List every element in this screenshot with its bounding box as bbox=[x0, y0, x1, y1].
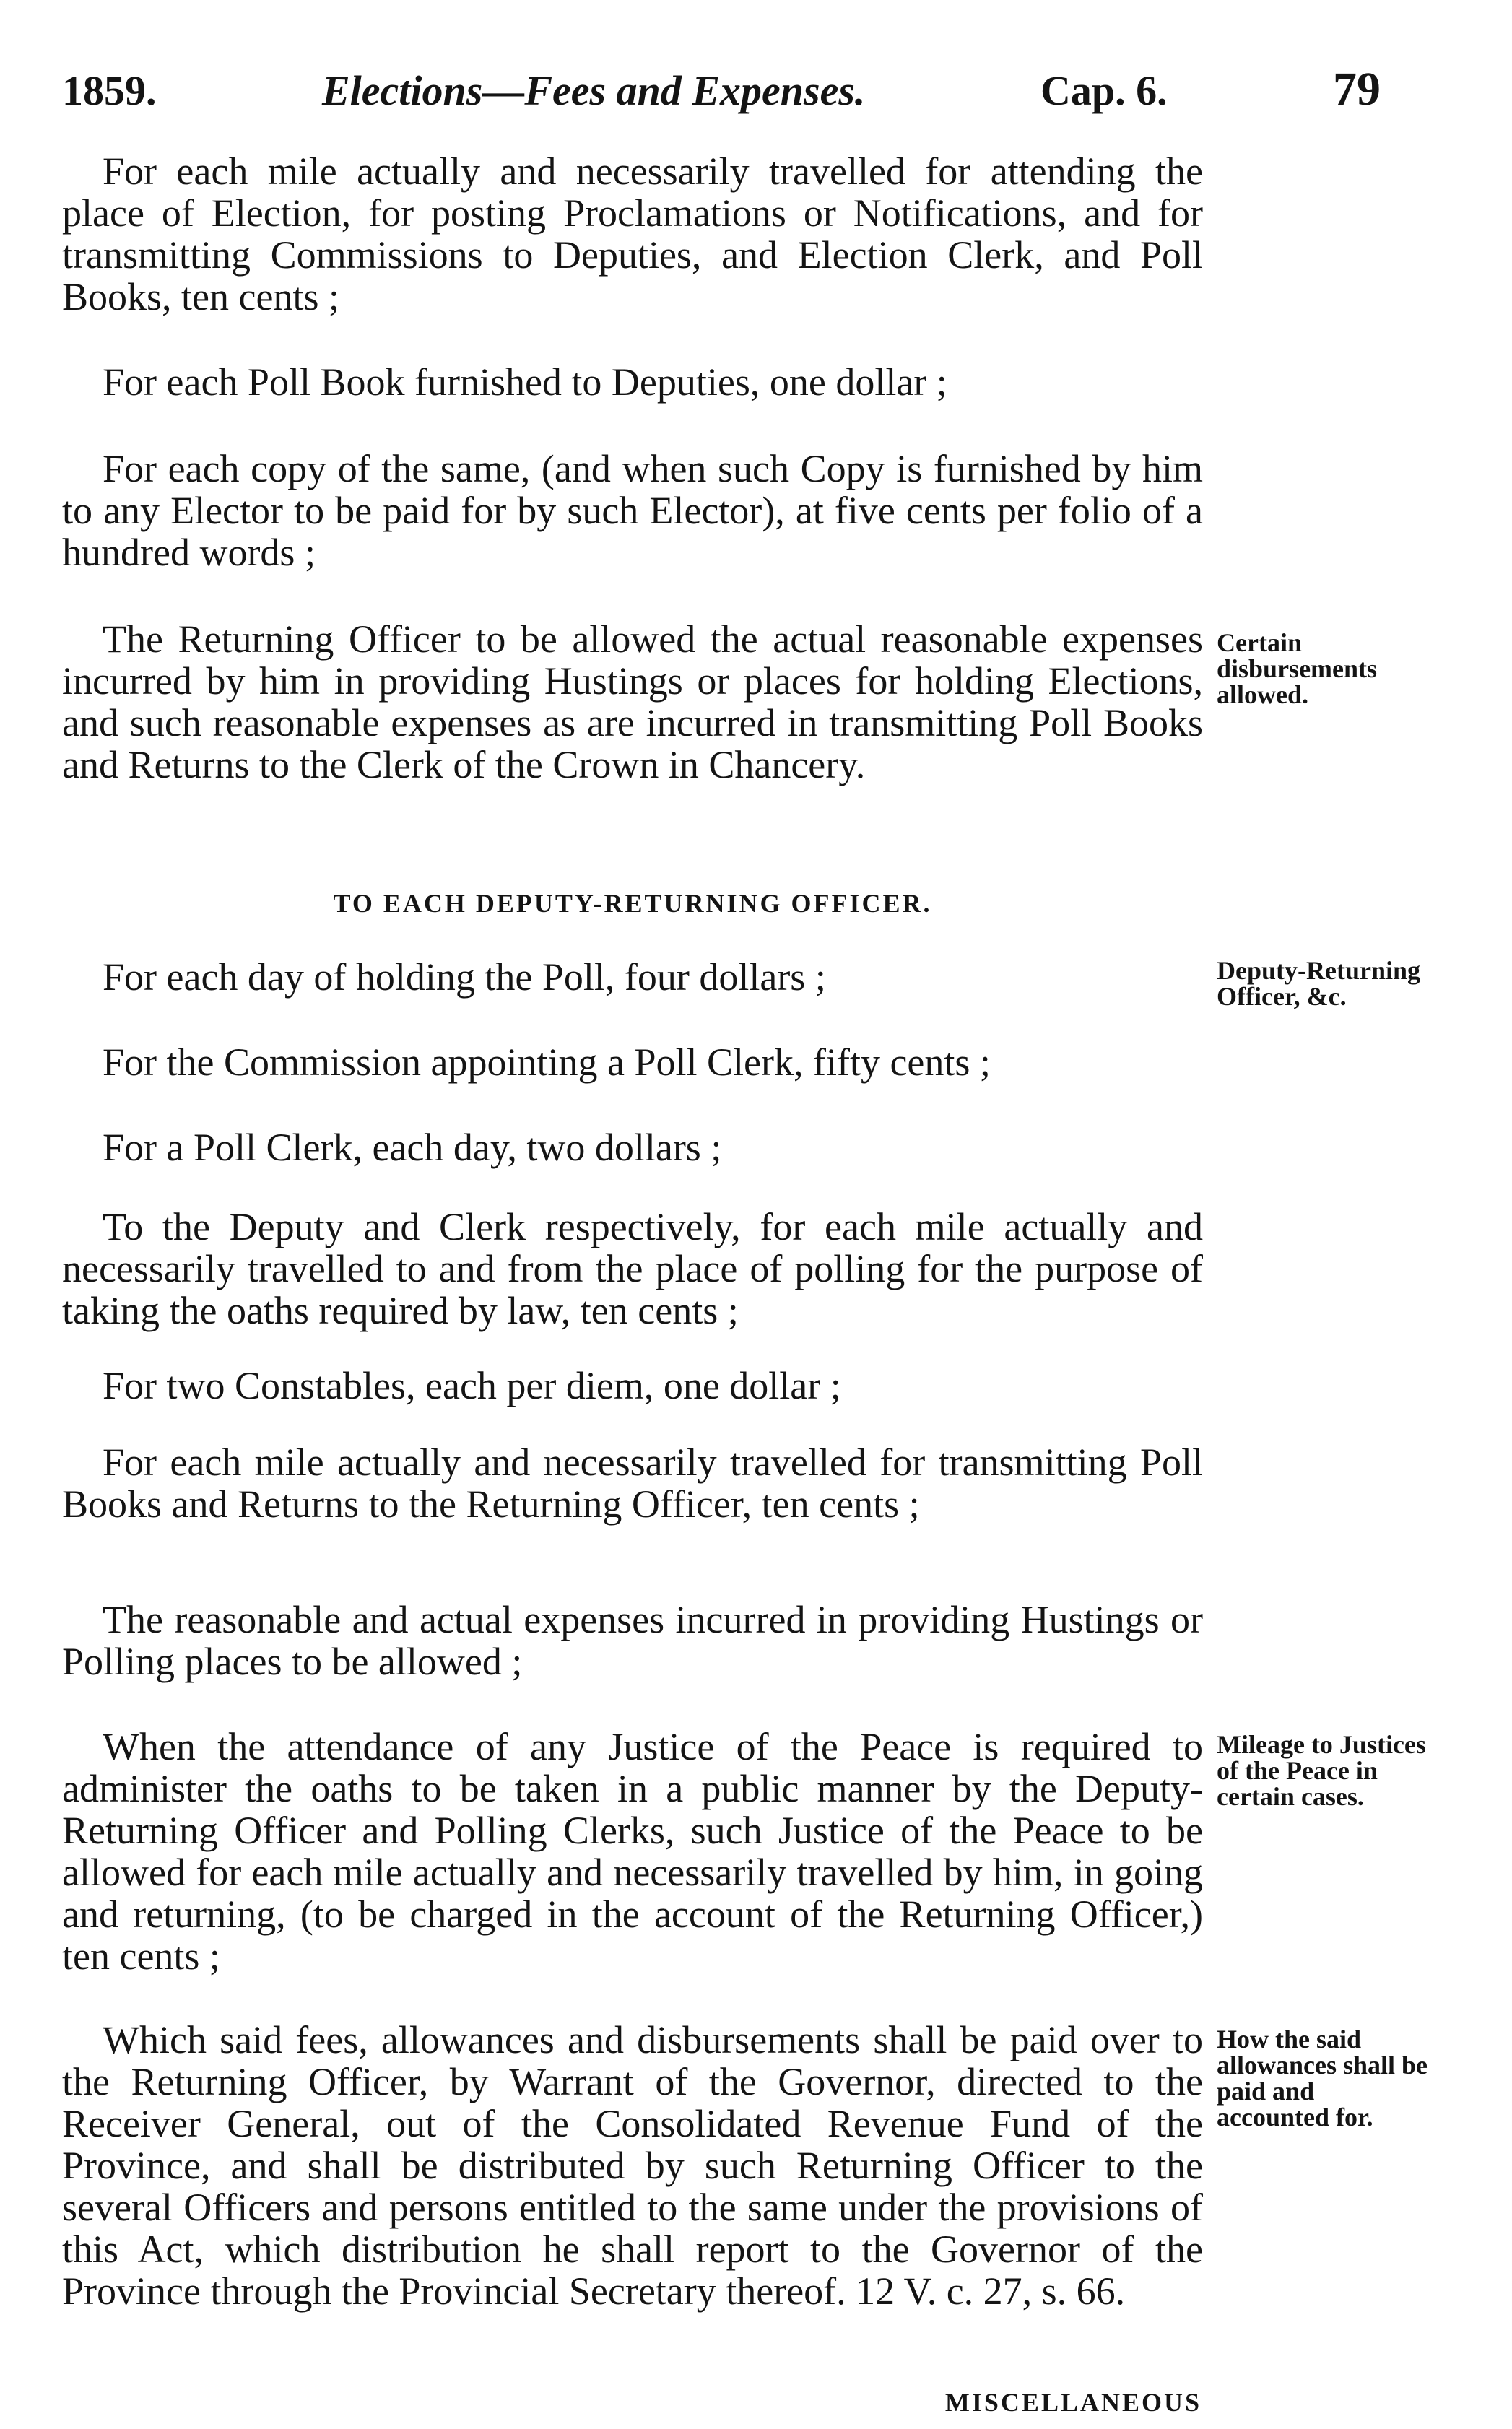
paragraph-deputy-mileage bbox=[62, 1206, 1203, 1331]
paragraph-transmitting bbox=[62, 1441, 1203, 1525]
paragraph-fees-paid bbox=[62, 2019, 1203, 2312]
paragraph-text: For a Poll Clerk, each day, two dollars ; bbox=[103, 1126, 722, 1169]
paragraph-text: For each day of holding the Poll, four dollars ; bbox=[103, 955, 826, 999]
margin-note-deputy: Deputy-Returning Officer, &c. bbox=[1217, 956, 1421, 1011]
paragraph-text: Which said fees, allowances and disbursements shall be paid over to the Returning Officer, by Warrant of the Governor, directed to the Receiver General, out of the Consolidated Revenue Fund of the Province, and shall be distributed by such Returning Officer to the several Officers and persons entitled to the same under the provisions of this Act, which distribution he shall report to the Governor of the Province through the Provincial Secretary thereof. 12 V. c. 27, s. 66. bbox=[62, 2018, 1203, 2313]
paragraph-text: For each Poll Book furnished to Deputies, one dollar ; bbox=[103, 360, 947, 404]
paragraph-text: To the Deputy and Clerk respectively, for each mile actually and necessarily travelled to and from the place of polling for the purpose of taking the oaths required by law, ten cents ; bbox=[62, 1205, 1203, 1332]
section-heading: TO EACH DEPUTY-RETURNING OFFICER. bbox=[333, 889, 932, 918]
paragraph-poll-clerk bbox=[62, 1126, 1203, 1168]
header-year: 1859. bbox=[62, 67, 157, 114]
catchword: MISCELLANEOUS bbox=[944, 2388, 1202, 2417]
paragraph-text: For two Constables, each per diem, one dollar ; bbox=[103, 1364, 841, 1407]
paragraph-text: The Returning Officer to be allowed the actual reasonable expenses incurred by him in providing Hustings or places for holding Elections, and such reasonable expenses as are incurred in transmitting Poll Books and Returns to the Clerk of the Crown in Chancery. bbox=[62, 617, 1203, 786]
paragraph-commission bbox=[62, 1041, 1203, 1083]
header-chapter: Cap. 6. bbox=[1040, 67, 1168, 114]
page-number: 79 bbox=[1333, 63, 1381, 116]
paragraph-copy bbox=[62, 448, 1203, 573]
paragraph-poll-book bbox=[62, 361, 1203, 403]
paragraph-text: The reasonable and actual expenses incurred in providing Hustings or Polling places to be allowed ; bbox=[62, 1598, 1203, 1683]
margin-note-mileage-justices: Mileage to Justices of the Peace in certain cases. bbox=[1217, 1730, 1426, 1811]
paragraph-day-of-poll bbox=[62, 956, 1203, 998]
paragraph-hustings bbox=[62, 1599, 1203, 1682]
running-header bbox=[62, 63, 1434, 124]
paragraph-text: For each mile actually and necessarily travelled for attending the place of Election, for posting Proclamations or Notifications, and for transmitting Commissions to Deputies, and Election Clerk, and Poll Books, ten cents ; bbox=[62, 149, 1203, 318]
paragraph-text: For the Commission appointing a Poll Clerk, fifty cents ; bbox=[103, 1040, 991, 1084]
paragraph-text: When the attendance of any Justice of the Peace is required to administer the oaths to be taken in a public manner by the Deputy-Returning Officer and Polling Clerks, such Justice of the Peace to be allowed for each mile actually and necessarily travelled by him, in going and returning, (to be charged in the account of the Returning Officer,) ten cents ; bbox=[62, 1725, 1203, 1978]
paragraph-constables bbox=[62, 1365, 1203, 1407]
paragraph-justice bbox=[62, 1726, 1203, 1977]
paragraph-text: For each copy of the same, (and when such Copy is furnished by him to any Elector to be paid for by such Elector), at five cents per folio of a hundred words ; bbox=[62, 447, 1203, 574]
header-title: Elections—Fees and Expenses. bbox=[322, 67, 866, 114]
paragraph-mileage-returning bbox=[62, 150, 1203, 318]
margin-note-disbursements: Certain disbursements allowed. bbox=[1217, 628, 1378, 709]
margin-note-how-paid: How the said allowances shall be paid and accounted for. bbox=[1217, 2025, 1428, 2132]
paragraph-text: For each mile actually and necessarily travelled for transmitting Poll Books and Returns to the Returning Officer, ten cents ; bbox=[62, 1441, 1203, 1526]
paragraph-returning-expenses bbox=[62, 618, 1203, 786]
